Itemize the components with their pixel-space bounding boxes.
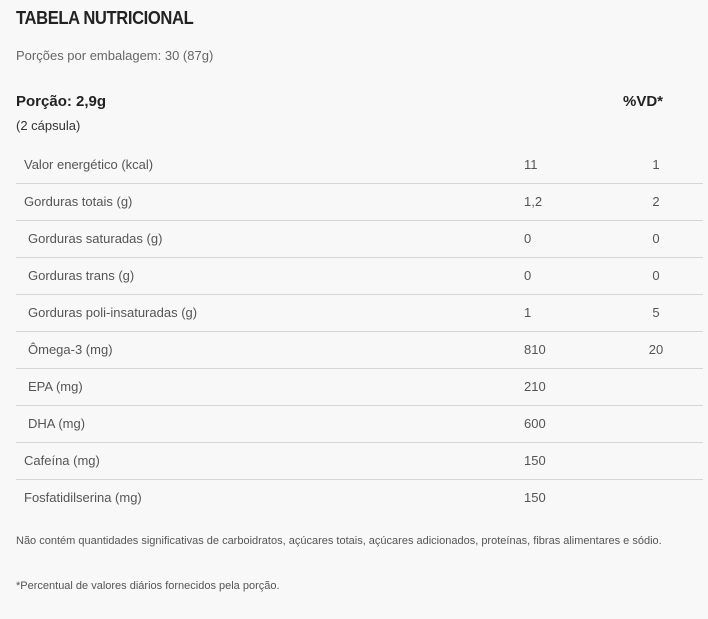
nutrient-amount: 810 bbox=[524, 342, 546, 357]
not-significant-note: Não contém quantidades significativas de carboidratos, açúcares totais, açúcares adicionados, proteínas, fibras alimentares e sódio. bbox=[16, 535, 662, 547]
nutrient-daily-value: 5 bbox=[652, 305, 660, 320]
nutrient-amount: 1 bbox=[524, 305, 532, 320]
nutrient-amount: 150 bbox=[524, 490, 546, 505]
nutrient-daily-value: 20 bbox=[648, 342, 664, 357]
nutrient-amount: 0 bbox=[524, 231, 532, 246]
table-row bbox=[16, 332, 703, 369]
nutrient-daily-value: 0 bbox=[652, 268, 660, 283]
nutrient-amount: 150 bbox=[524, 453, 546, 468]
nutrient-amount: 210 bbox=[524, 379, 546, 394]
daily-value-header: %VD* bbox=[623, 93, 664, 110]
nutrient-amount: 600 bbox=[524, 416, 546, 431]
daily-value-footnote: *Percentual de valores diários fornecidos pela porção. bbox=[16, 580, 280, 592]
table-row bbox=[16, 295, 703, 332]
nutrient-name: DHA (mg) bbox=[28, 416, 86, 431]
page-title: TABELA NUTRICIONAL bbox=[16, 8, 194, 28]
nutrient-daily-value: 1 bbox=[652, 157, 660, 172]
table-row bbox=[16, 147, 703, 184]
table-row bbox=[16, 443, 703, 480]
nutrient-name: Ômega-3 (mg) bbox=[28, 342, 113, 357]
servings-per-package: Porções por embalagem: 30 (87g) bbox=[16, 48, 214, 63]
nutrient-name: Gorduras poli-insaturadas (g) bbox=[28, 305, 198, 320]
table-row bbox=[16, 406, 703, 443]
nutrient-daily-value: 2 bbox=[652, 194, 660, 209]
nutrient-name: Fosfatidilserina (mg) bbox=[24, 490, 142, 505]
table-row bbox=[16, 221, 703, 258]
nutrient-amount: 11 bbox=[524, 157, 538, 172]
nutrient-name: Cafeína (mg) bbox=[24, 453, 100, 468]
nutrient-daily-value: 0 bbox=[652, 231, 660, 246]
nutrition-table bbox=[16, 147, 703, 516]
nutrient-name: Gorduras saturadas (g) bbox=[28, 231, 163, 246]
portion-subtitle: (2 cápsula) bbox=[16, 118, 81, 133]
nutrient-name: EPA (mg) bbox=[28, 379, 83, 394]
nutrient-name: Valor energético (kcal) bbox=[24, 157, 154, 172]
table-row bbox=[16, 184, 703, 221]
table-row bbox=[16, 258, 703, 295]
table-row bbox=[16, 369, 703, 406]
nutrient-name: Gorduras totais (g) bbox=[24, 194, 133, 209]
nutrient-amount: 0 bbox=[524, 268, 532, 283]
portion-label: Porção: 2,9g bbox=[16, 93, 107, 110]
nutrient-name: Gorduras trans (g) bbox=[28, 268, 135, 283]
nutrient-amount: 1,2 bbox=[524, 194, 543, 209]
table-row bbox=[16, 480, 703, 516]
